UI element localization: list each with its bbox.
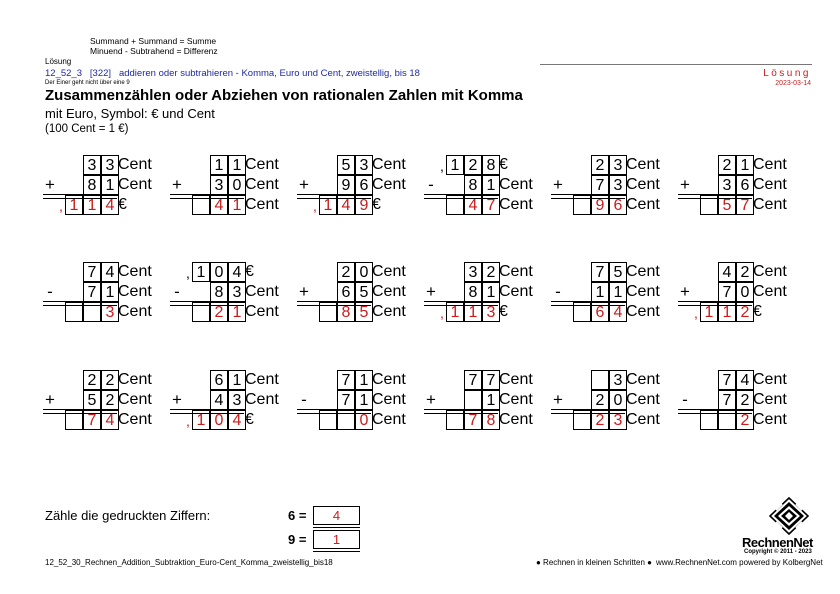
digit-cell: 5 — [83, 390, 101, 410]
digit-cell: 3 — [609, 370, 627, 390]
digit-cell: 7 — [83, 282, 101, 302]
unit-label: Cent — [499, 391, 533, 408]
digit-cell — [700, 262, 716, 280]
problem — [551, 155, 671, 221]
operator: - — [555, 282, 561, 301]
copyright: Copyright © 2011 - 2023 — [744, 549, 812, 555]
digit-cell — [319, 282, 335, 300]
digit-cell: 1 — [228, 370, 246, 390]
result-digit: 1 — [319, 195, 337, 215]
problem — [678, 155, 798, 221]
digit-cell: 1 — [446, 155, 464, 175]
result-digit: 4 — [464, 195, 482, 215]
digit-cell — [700, 175, 716, 193]
digit-cell: 2 — [101, 370, 119, 390]
unit-label: Cent — [372, 411, 406, 428]
digit-cell — [700, 282, 716, 300]
digit-cell — [65, 390, 81, 408]
digit-cell: 2 — [736, 262, 754, 282]
result-digit: 9 — [355, 195, 373, 215]
unit-label: Cent — [753, 411, 787, 428]
result-digit: 6 — [609, 195, 627, 215]
operator: + — [553, 175, 563, 194]
unit-label: Cent — [118, 391, 152, 408]
problem — [297, 370, 417, 436]
digit-cell: 1 — [192, 262, 210, 282]
decimal-comma: , — [186, 265, 190, 281]
digit-cell — [446, 370, 462, 388]
operator: + — [299, 282, 309, 301]
unit-label: € — [245, 263, 254, 280]
digit-cell — [65, 282, 81, 300]
unit-label: € — [245, 411, 254, 428]
result-digit — [446, 195, 464, 215]
problem — [297, 155, 417, 221]
result-digit: 1 — [718, 302, 736, 322]
unit-label: Cent — [753, 156, 787, 173]
digit-cell — [65, 175, 81, 193]
footer-link[interactable]: www.RechnenNet.com powered by KolbergNet — [656, 558, 823, 567]
result-digit: 4 — [101, 195, 119, 215]
digit-cell: 6 — [337, 282, 355, 302]
problem — [678, 370, 798, 436]
problem — [551, 262, 671, 328]
unit-label: Cent — [499, 283, 533, 300]
result-digit — [83, 302, 101, 322]
worksheet-date: 2023-03-14 — [775, 80, 811, 87]
digit-cell — [319, 175, 335, 193]
result-digit — [573, 410, 591, 430]
result-digit: 7 — [83, 410, 101, 430]
digit-cell: 6 — [355, 175, 373, 195]
result-digit: 4 — [101, 410, 119, 430]
digit-cell: 7 — [337, 390, 355, 410]
result-digit: 7 — [482, 195, 500, 215]
digit-cell: 7 — [591, 175, 609, 195]
result-digit: 7 — [464, 410, 482, 430]
digit-cell: 0 — [228, 175, 246, 195]
digit-cell: 3 — [609, 155, 627, 175]
digit-cell: 2 — [591, 155, 609, 175]
unit-label: € — [499, 156, 508, 173]
unit-label: Cent — [753, 196, 787, 213]
problem — [43, 155, 163, 221]
digit-cell: 4 — [228, 262, 246, 282]
digit-cell: 3 — [101, 155, 119, 175]
unit-label: € — [118, 196, 127, 213]
result-digit: 8 — [337, 302, 355, 322]
result-digit: 3 — [482, 302, 500, 322]
digit-cell: 4 — [101, 262, 119, 282]
digit-cell: 8 — [210, 282, 228, 302]
digit-cell: 7 — [337, 370, 355, 390]
result-digit: 8 — [482, 410, 500, 430]
digit-cell: 2 — [736, 390, 754, 410]
unit-label: Cent — [245, 391, 279, 408]
digit-cell: 6 — [210, 370, 228, 390]
digit-cell: 1 — [591, 282, 609, 302]
count-underline — [313, 527, 360, 528]
digit-cell: 7 — [718, 370, 736, 390]
result-digit — [718, 410, 736, 430]
count-digit-label: 9 = — [288, 532, 307, 547]
result-digit: 1 — [192, 410, 210, 430]
result-digit: 4 — [228, 410, 246, 430]
unit-label: Cent — [499, 411, 533, 428]
digit-cell: 8 — [464, 282, 482, 302]
count-underline — [313, 551, 360, 552]
digit-cell — [464, 390, 482, 410]
result-digit — [65, 410, 83, 430]
unit-label: Cent — [118, 411, 152, 428]
decimal-comma: , — [694, 305, 698, 321]
result-digit — [319, 410, 337, 430]
operator: + — [680, 282, 690, 301]
result-digit: 2 — [736, 302, 754, 322]
result-digit — [700, 410, 718, 430]
operator: - — [428, 175, 434, 194]
digit-cell — [573, 390, 589, 408]
digit-cell — [573, 155, 589, 173]
result-digit: 1 — [700, 302, 718, 322]
result-digit — [446, 410, 464, 430]
unit-label: Cent — [372, 391, 406, 408]
unit-label: Cent — [626, 411, 660, 428]
result-digit: 1 — [83, 195, 101, 215]
digit-cell: 3 — [228, 390, 246, 410]
unit-label: Cent — [499, 196, 533, 213]
unit-label: Cent — [372, 156, 406, 173]
digit-cell — [65, 370, 81, 388]
digit-cell — [65, 155, 81, 173]
digit-cell: 0 — [736, 282, 754, 302]
unit-label: € — [499, 303, 508, 320]
digit-cell: 8 — [464, 175, 482, 195]
unit-label: Cent — [753, 283, 787, 300]
digit-cell: 0 — [355, 262, 373, 282]
result-digit: 0 — [210, 410, 228, 430]
unit-label: Cent — [626, 263, 660, 280]
digit-cell: 0 — [609, 390, 627, 410]
count-label: Zähle die gedruckten Ziffern: — [45, 508, 211, 523]
digit-cell: 7 — [83, 262, 101, 282]
loesung-right: Lösung — [763, 68, 811, 79]
unit-label: Cent — [118, 283, 152, 300]
unit-label: Cent — [118, 371, 152, 388]
operator: + — [45, 390, 55, 409]
unit-label: Cent — [626, 303, 660, 320]
digit-cell: 5 — [609, 262, 627, 282]
decimal-comma: , — [186, 413, 190, 429]
unit-label: Cent — [118, 303, 152, 320]
rechnennet-logo-icon — [768, 496, 810, 536]
hint-addition: Summand + Summand = Summe — [90, 36, 217, 46]
digit-cell — [192, 155, 208, 173]
result-digit — [573, 302, 591, 322]
result-digit: 7 — [736, 195, 754, 215]
unit-label: € — [753, 303, 762, 320]
result-digit: 2 — [736, 410, 754, 430]
result-digit — [573, 195, 591, 215]
unit-label: Cent — [499, 176, 533, 193]
unit-label: Cent — [372, 263, 406, 280]
unit-label: Cent — [626, 391, 660, 408]
digit-cell — [192, 282, 208, 300]
unit-label: Cent — [626, 176, 660, 193]
digit-cell — [65, 262, 81, 280]
digit-cell: 2 — [83, 370, 101, 390]
unit-label: Cent — [626, 283, 660, 300]
digit-cell — [446, 390, 462, 408]
subtitle: mit Euro, Symbol: € und Cent — [45, 106, 215, 121]
unit-label: Cent — [753, 371, 787, 388]
result-digit: 6 — [591, 302, 609, 322]
operator: + — [426, 282, 436, 301]
unit-label: Cent — [245, 196, 279, 213]
unit-label: Cent — [753, 391, 787, 408]
digit-cell: 8 — [482, 155, 500, 175]
problem — [678, 262, 798, 328]
unit-label: Cent — [499, 371, 533, 388]
result-digit: 3 — [101, 302, 119, 322]
result-digit: 1 — [446, 302, 464, 322]
digit-cell: 2 — [718, 155, 736, 175]
problem — [551, 370, 671, 436]
unit-label: Cent — [372, 176, 406, 193]
digit-cell: 2 — [591, 390, 609, 410]
page-title: Zusammenzählen oder Abziehen von rationalen Zahlen mit Komma — [45, 87, 523, 104]
unit-label: Cent — [245, 156, 279, 173]
problem — [170, 155, 290, 221]
result-digit: 4 — [210, 195, 228, 215]
operator: - — [682, 390, 688, 409]
digit-cell — [700, 370, 716, 388]
operator: + — [553, 390, 563, 409]
unit-label: Cent — [118, 156, 152, 173]
digit-cell — [700, 390, 716, 408]
digit-cell: 1 — [228, 155, 246, 175]
digit-cell: 2 — [337, 262, 355, 282]
unit-label: Cent — [372, 283, 406, 300]
unit-label: Cent — [245, 176, 279, 193]
digit-cell — [446, 282, 462, 300]
problem — [297, 262, 417, 328]
operator: - — [174, 282, 180, 301]
digit-cell: 4 — [718, 262, 736, 282]
digit-cell: 1 — [609, 282, 627, 302]
count-digit-label: 6 = — [288, 508, 307, 523]
result-digit: 1 — [228, 195, 246, 215]
digit-cell — [446, 175, 462, 193]
digit-cell: 3 — [355, 155, 373, 175]
result-digit — [700, 195, 718, 215]
operator: - — [47, 282, 53, 301]
unit-label: Cent — [626, 156, 660, 173]
count-answer-box: 4 — [313, 506, 360, 525]
problem — [170, 370, 290, 436]
operator: - — [301, 390, 307, 409]
result-digit: 1 — [464, 302, 482, 322]
digit-cell: 6 — [736, 175, 754, 195]
result-digit: 5 — [355, 302, 373, 322]
digit-cell — [573, 282, 589, 300]
worksheet-code: 12_52_3 [322] addieren oder subtrahieren - Komma, Euro und Cent, zweistellig, bis 18 — [45, 68, 420, 79]
result-digit: 1 — [228, 302, 246, 322]
count-answer-box: 1 — [313, 530, 360, 549]
digit-cell: 4 — [210, 390, 228, 410]
problem — [43, 262, 163, 328]
unit-label: Cent — [245, 303, 279, 320]
problem — [424, 262, 544, 328]
digit-cell: 7 — [718, 390, 736, 410]
result-digit: 2 — [210, 302, 228, 322]
problem — [424, 370, 544, 436]
decimal-comma: , — [59, 198, 63, 214]
operator: + — [172, 175, 182, 194]
digit-cell: 1 — [482, 390, 500, 410]
result-digit: 1 — [65, 195, 83, 215]
digit-cell — [573, 370, 589, 388]
digit-cell: 7 — [482, 370, 500, 390]
digit-cell — [192, 175, 208, 193]
digit-cell — [573, 262, 589, 280]
digit-cell: 5 — [355, 282, 373, 302]
decimal-comma: , — [440, 305, 444, 321]
digit-cell: 7 — [718, 282, 736, 302]
digit-cell — [319, 262, 335, 280]
digit-cell: 3 — [718, 175, 736, 195]
digit-cell: 1 — [482, 175, 500, 195]
digit-cell: 7 — [464, 370, 482, 390]
unit-label: Cent — [245, 371, 279, 388]
digit-cell: 0 — [210, 262, 228, 282]
digit-cell: 2 — [101, 390, 119, 410]
digit-cell: 1 — [482, 282, 500, 302]
unit-label: Cent — [118, 176, 152, 193]
digit-cell: 3 — [609, 175, 627, 195]
operator: + — [299, 175, 309, 194]
digit-cell — [192, 390, 208, 408]
result-digit — [319, 302, 337, 322]
loesung-label: Lösung — [45, 57, 72, 66]
decimal-comma: , — [440, 158, 444, 174]
digit-cell: 1 — [355, 370, 373, 390]
digit-cell — [319, 155, 335, 173]
digit-cell: 3 — [210, 175, 228, 195]
digit-cell: 1 — [355, 390, 373, 410]
result-digit: 5 — [718, 195, 736, 215]
operator: + — [680, 175, 690, 194]
unit-label: Cent — [753, 263, 787, 280]
digit-cell: 1 — [210, 155, 228, 175]
digit-cell: 1 — [101, 175, 119, 195]
unit-label: Cent — [118, 263, 152, 280]
operator: + — [45, 175, 55, 194]
digit-cell — [319, 370, 335, 388]
unit-label: Cent — [245, 283, 279, 300]
hint-subtraction: Minuend - Subtrahend = Differenz — [90, 46, 218, 56]
result-digit — [65, 302, 83, 322]
result-digit: 2 — [591, 410, 609, 430]
digit-cell: 5 — [337, 155, 355, 175]
problem — [43, 370, 163, 436]
digit-cell: 3 — [464, 262, 482, 282]
unit-label: Cent — [372, 371, 406, 388]
digit-cell: 2 — [464, 155, 482, 175]
result-digit — [192, 302, 210, 322]
result-digit: 4 — [337, 195, 355, 215]
footer-filename: 12_52_30_Rechnen_Addition_Subtraktion_Euro-Cent_Komma_zweistellig_bis18 — [45, 558, 333, 567]
digit-cell — [192, 370, 208, 388]
unit-label: Cent — [626, 371, 660, 388]
result-digit: 0 — [355, 410, 373, 430]
worksheet-note: Der Einer geht nicht über eine 9 — [45, 80, 130, 86]
unit-label: Cent — [499, 263, 533, 280]
digit-cell — [700, 155, 716, 173]
digit-cell — [319, 390, 335, 408]
result-digit: 4 — [609, 302, 627, 322]
problem — [424, 155, 544, 221]
result-digit — [337, 410, 355, 430]
unit-label: Cent — [626, 196, 660, 213]
digit-cell: 7 — [591, 262, 609, 282]
digit-cell: 8 — [83, 175, 101, 195]
header-rule — [540, 64, 812, 65]
digit-cell: 1 — [101, 282, 119, 302]
subtitle-conversion: (100 Cent = 1 €) — [45, 123, 129, 135]
operator: + — [172, 390, 182, 409]
digit-cell: 1 — [736, 155, 754, 175]
result-digit — [192, 195, 210, 215]
digit-cell — [591, 370, 609, 390]
digit-cell — [573, 175, 589, 193]
digit-cell: 2 — [482, 262, 500, 282]
digit-cell: 9 — [337, 175, 355, 195]
problem — [170, 262, 290, 328]
result-digit: 9 — [591, 195, 609, 215]
unit-label: Cent — [753, 176, 787, 193]
decimal-comma: , — [313, 198, 317, 214]
digit-cell: 3 — [83, 155, 101, 175]
unit-label: Cent — [372, 303, 406, 320]
result-digit: 3 — [609, 410, 627, 430]
footer-slogan: ● Rechnen in kleinen Schritten ● — [536, 558, 652, 567]
digit-cell: 4 — [736, 370, 754, 390]
operator: + — [426, 390, 436, 409]
unit-label: € — [372, 196, 381, 213]
digit-cell: 3 — [228, 282, 246, 302]
digit-cell — [446, 262, 462, 280]
logo-text: RechnenNet — [742, 535, 813, 550]
